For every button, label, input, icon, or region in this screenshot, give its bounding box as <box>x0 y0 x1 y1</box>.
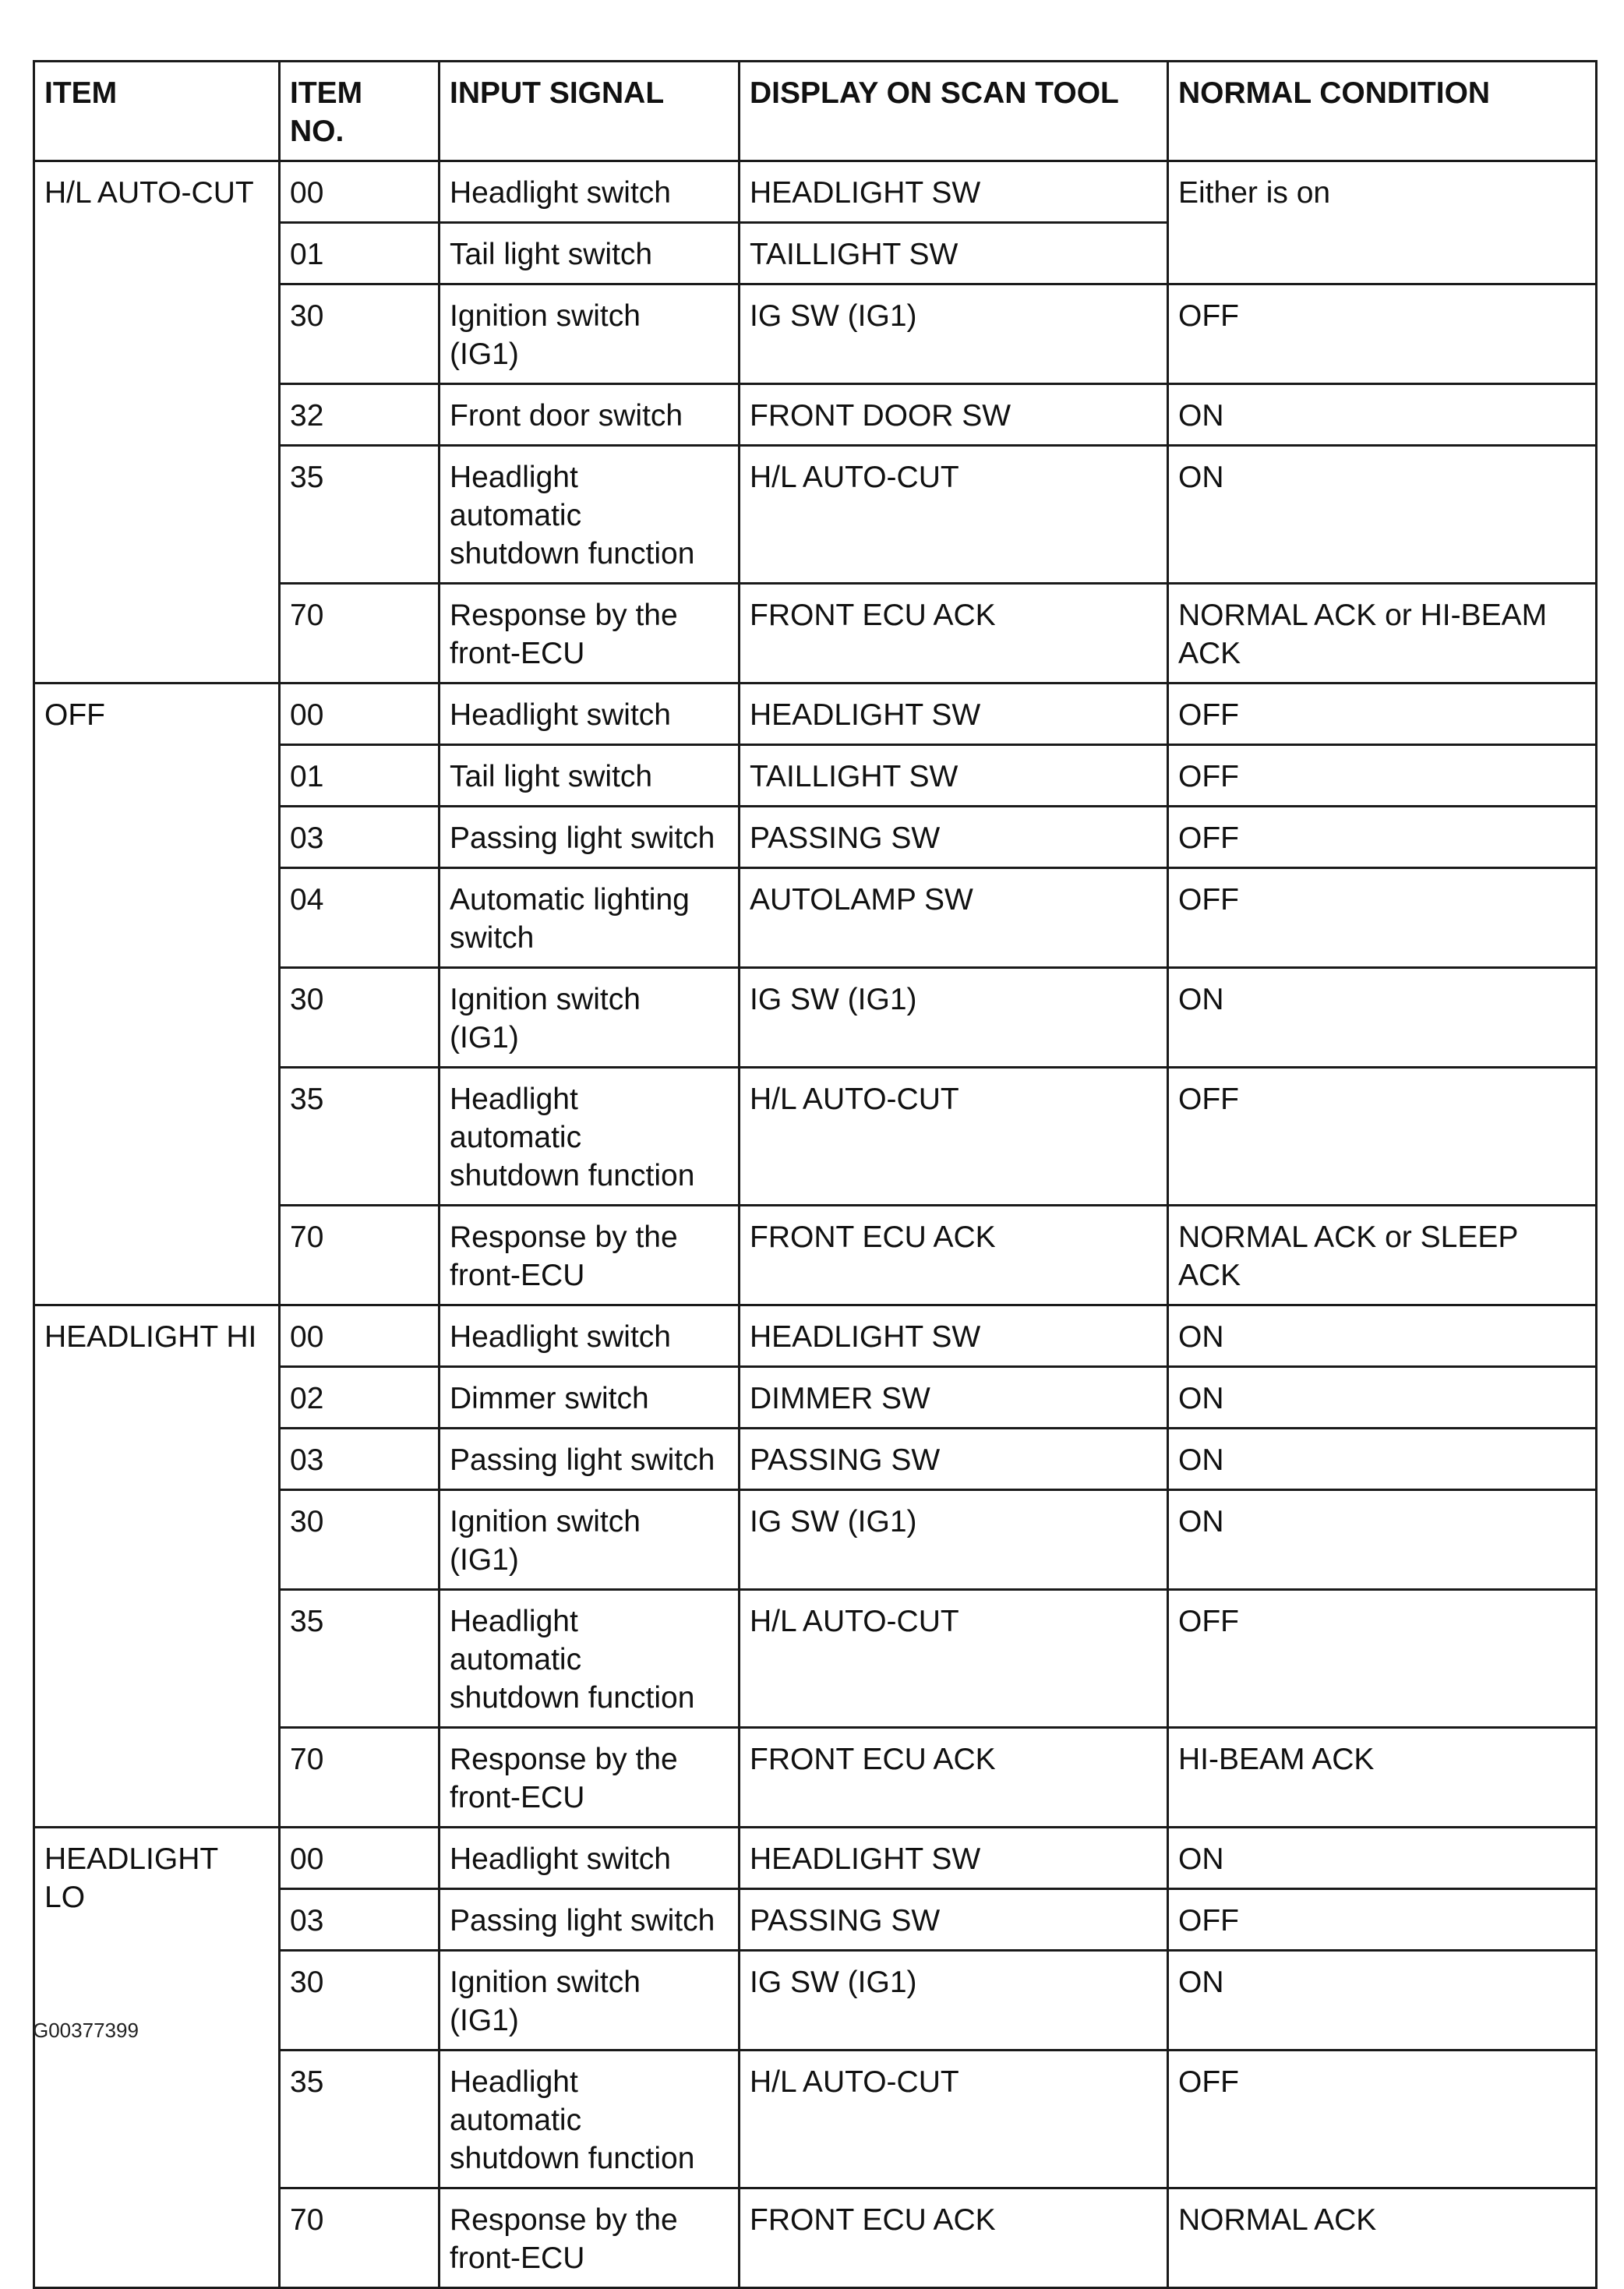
input-signal-cell: Headlight automatic shutdown function <box>440 1590 740 1728</box>
item-number-cell: 01 <box>280 223 440 284</box>
normal-condition-cell: Either is on <box>1168 161 1597 284</box>
scan-tool-display-cell: FRONT ECU ACK <box>740 1728 1168 1828</box>
item-number-cell: 70 <box>280 2188 440 2288</box>
normal-condition-cell: ON <box>1168 446 1597 584</box>
normal-condition-cell: OFF <box>1168 745 1597 807</box>
input-signal-cell: Dimmer switch <box>440 1367 740 1429</box>
scan-tool-display-cell: HEADLIGHT SW <box>740 684 1168 745</box>
input-signal-cell: Ignition switch (IG1) <box>440 968 740 1068</box>
input-signal-cell: Tail light switch <box>440 745 740 807</box>
scan-tool-display-cell: FRONT ECU ACK <box>740 1206 1168 1305</box>
input-signal-cell: Automatic lighting switch <box>440 868 740 968</box>
item-number-cell: 30 <box>280 968 440 1068</box>
normal-condition-cell: OFF <box>1168 1068 1597 1206</box>
input-signal-cell: Response by the front-ECU <box>440 584 740 684</box>
input-signal-cell: Headlight switch <box>440 1305 740 1367</box>
item-group-label: H/L AUTO-CUT <box>34 161 280 684</box>
input-signal-cell: Tail light switch <box>440 223 740 284</box>
item-group-label: HEADLIGHT HI <box>34 1305 280 1828</box>
scan-tool-display-cell: FRONT ECU ACK <box>740 2188 1168 2288</box>
normal-condition-cell: NORMAL ACK or HI-BEAM ACK <box>1168 584 1597 684</box>
input-signal-cell: Headlight switch <box>440 1828 740 1889</box>
normal-condition-cell: ON <box>1168 1951 1597 2051</box>
scan-tool-display-cell: IG SW (IG1) <box>740 284 1168 384</box>
normal-condition-cell: HI-BEAM ACK <box>1168 1728 1597 1828</box>
scan-tool-display-cell: H/L AUTO-CUT <box>740 446 1168 584</box>
normal-condition-cell: NORMAL ACK <box>1168 2188 1597 2288</box>
scan-tool-display-cell: PASSING SW <box>740 1429 1168 1490</box>
item-number-cell: 35 <box>280 446 440 584</box>
input-signal-cell: Headlight switch <box>440 161 740 223</box>
normal-condition-cell: ON <box>1168 968 1597 1068</box>
header-item: ITEM <box>34 62 280 161</box>
item-number-cell: 02 <box>280 1367 440 1429</box>
item-number-cell: 70 <box>280 1728 440 1828</box>
scan-tool-display-cell: PASSING SW <box>740 1889 1168 1951</box>
table-row <box>34 1828 1597 1889</box>
item-number-cell: 00 <box>280 161 440 223</box>
input-signal-cell: Passing light switch <box>440 1889 740 1951</box>
scan-tool-display-cell: IG SW (IG1) <box>740 968 1168 1068</box>
input-signal-cell: Response by the front-ECU <box>440 2188 740 2288</box>
item-number-cell: 30 <box>280 1490 440 1590</box>
item-number-cell: 70 <box>280 584 440 684</box>
normal-condition-cell: OFF <box>1168 2051 1597 2188</box>
item-number-cell: 03 <box>280 1429 440 1490</box>
scan-tool-display-cell: IG SW (IG1) <box>740 1490 1168 1590</box>
normal-condition-cell: ON <box>1168 1429 1597 1490</box>
scan-tool-display-cell: H/L AUTO-CUT <box>740 2051 1168 2188</box>
table-row <box>34 684 1597 745</box>
input-signal-cell: Headlight automatic shutdown function <box>440 1068 740 1206</box>
scan-tool-display-cell: FRONT ECU ACK <box>740 584 1168 684</box>
normal-condition-cell: OFF <box>1168 807 1597 868</box>
table-row <box>34 161 1597 223</box>
scan-tool-display-cell: TAILLIGHT SW <box>740 223 1168 284</box>
normal-condition-cell: OFF <box>1168 1590 1597 1728</box>
item-number-cell: 00 <box>280 1305 440 1367</box>
header-item-no: ITEM NO. <box>280 62 440 161</box>
normal-condition-cell: OFF <box>1168 1889 1597 1951</box>
item-number-cell: 00 <box>280 1828 440 1889</box>
input-signal-cell: Headlight automatic shutdown function <box>440 446 740 584</box>
item-number-cell: 70 <box>280 1206 440 1305</box>
scan-tool-display-cell: H/L AUTO-CUT <box>740 1590 1168 1728</box>
input-signal-cell: Passing light switch <box>440 1429 740 1490</box>
scan-tool-display-cell: HEADLIGHT SW <box>740 161 1168 223</box>
item-group-label: HEADLIGHT LO <box>34 1828 280 2288</box>
input-signal-cell: Response by the front-ECU <box>440 1728 740 1828</box>
figure-code: G00377399 <box>33 2019 139 2042</box>
header-input-signal: INPUT SIGNAL <box>440 62 740 161</box>
scan-tool-display-cell: AUTOLAMP SW <box>740 868 1168 968</box>
input-signal-cell: Passing light switch <box>440 807 740 868</box>
input-signal-cell: Headlight automatic shutdown function <box>440 2051 740 2188</box>
normal-condition-cell: ON <box>1168 1367 1597 1429</box>
scan-tool-display-cell: IG SW (IG1) <box>740 1951 1168 2051</box>
table-header-row <box>34 62 1597 161</box>
input-signal-cell: Headlight switch <box>440 684 740 745</box>
item-number-cell: 35 <box>280 2051 440 2188</box>
normal-condition-cell: ON <box>1168 1305 1597 1367</box>
item-number-cell: 03 <box>280 807 440 868</box>
table-row <box>34 1305 1597 1367</box>
diagnostic-data-table <box>33 60 1598 2289</box>
normal-condition-cell: OFF <box>1168 284 1597 384</box>
normal-condition-cell: ON <box>1168 384 1597 446</box>
table-body <box>34 161 1597 2288</box>
scan-tool-display-cell: H/L AUTO-CUT <box>740 1068 1168 1206</box>
header-display-on-scan-tool: DISPLAY ON SCAN TOOL <box>740 62 1168 161</box>
input-signal-cell: Ignition switch (IG1) <box>440 1490 740 1590</box>
scan-tool-display-cell: FRONT DOOR SW <box>740 384 1168 446</box>
item-number-cell: 35 <box>280 1590 440 1728</box>
normal-condition-cell: NORMAL ACK or SLEEP ACK <box>1168 1206 1597 1305</box>
normal-condition-cell: OFF <box>1168 684 1597 745</box>
scan-tool-display-cell: HEADLIGHT SW <box>740 1305 1168 1367</box>
header-normal-condition: NORMAL CONDITION <box>1168 62 1597 161</box>
scan-tool-display-cell: PASSING SW <box>740 807 1168 868</box>
item-number-cell: 30 <box>280 284 440 384</box>
item-number-cell: 01 <box>280 745 440 807</box>
item-number-cell: 00 <box>280 684 440 745</box>
input-signal-cell: Ignition switch (IG1) <box>440 284 740 384</box>
scan-tool-display-cell: TAILLIGHT SW <box>740 745 1168 807</box>
item-number-cell: 30 <box>280 1951 440 2051</box>
item-number-cell: 03 <box>280 1889 440 1951</box>
normal-condition-cell: OFF <box>1168 868 1597 968</box>
scan-tool-display-cell: DIMMER SW <box>740 1367 1168 1429</box>
normal-condition-cell: ON <box>1168 1490 1597 1590</box>
item-number-cell: 32 <box>280 384 440 446</box>
input-signal-cell: Response by the front-ECU <box>440 1206 740 1305</box>
normal-condition-cell: ON <box>1168 1828 1597 1889</box>
scan-tool-display-cell: HEADLIGHT SW <box>740 1828 1168 1889</box>
item-number-cell: 35 <box>280 1068 440 1206</box>
input-signal-cell: Front door switch <box>440 384 740 446</box>
input-signal-cell: Ignition switch (IG1) <box>440 1951 740 2051</box>
item-group-label: OFF <box>34 684 280 1305</box>
item-number-cell: 04 <box>280 868 440 968</box>
